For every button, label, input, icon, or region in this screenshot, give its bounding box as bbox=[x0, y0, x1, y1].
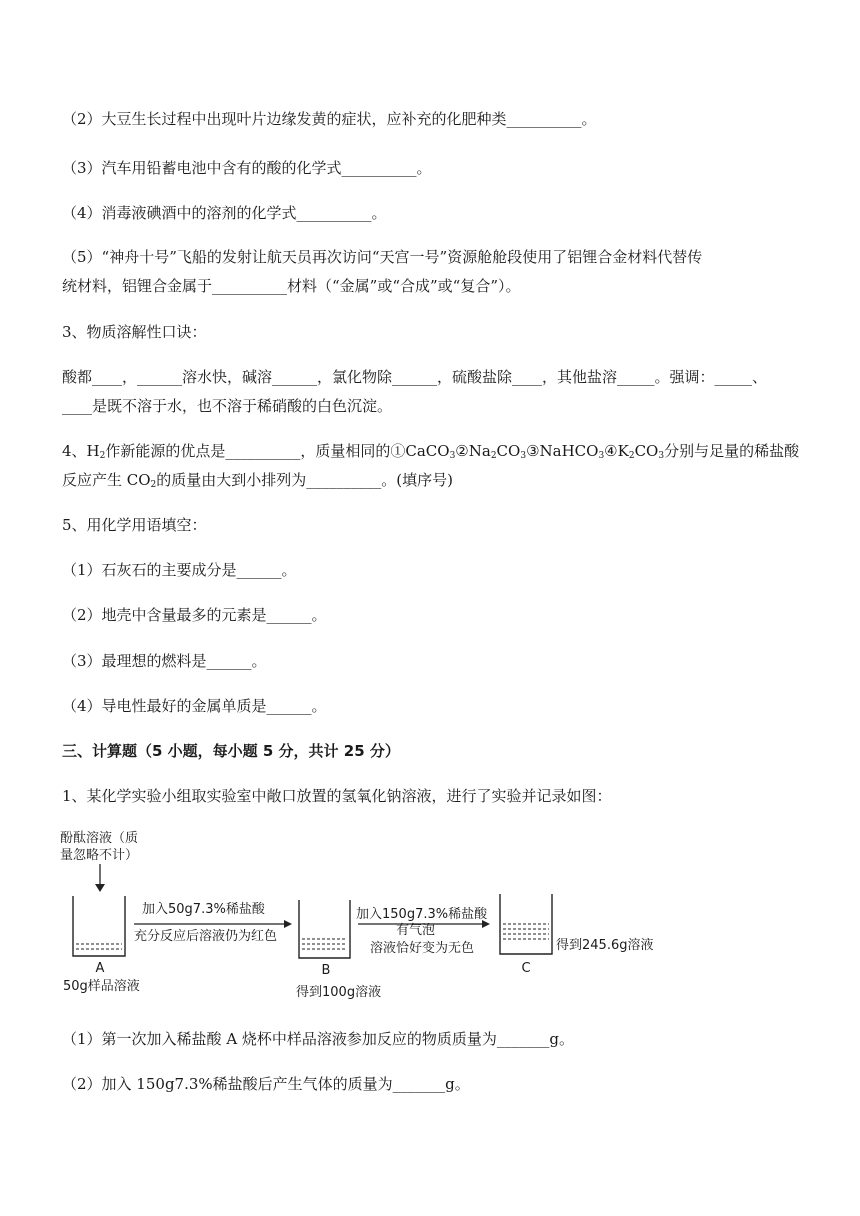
beaker-c-label: C bbox=[521, 961, 531, 976]
indicator-label-1: 酚酞溶液（质 bbox=[60, 831, 139, 846]
beaker-c-caption: 得到245.6g溶液 bbox=[556, 938, 654, 953]
beaker-b-caption: 得到100g溶液 bbox=[296, 985, 382, 1000]
beaker-b bbox=[299, 900, 350, 958]
question-3-line2: ____是既不溶于水，也不溶于稀硝酸的白色沉淀。 bbox=[62, 397, 393, 415]
step2-bottom-text: 溶液恰好变为无色 bbox=[370, 941, 475, 956]
question-2-2: （2）大豆生长过程中出现叶片边缘发黄的症状，应补充的化肥种类__________。 bbox=[62, 110, 597, 128]
step2-mid-text: 有气泡 bbox=[396, 923, 436, 938]
beaker-b-label: B bbox=[321, 963, 331, 978]
question-2-5-line2: 统材料，铝锂合金属于__________材料（“金属”或“合成”或“复合”）。 bbox=[62, 277, 521, 295]
question-3-title: 3、物质溶解性口诀： bbox=[62, 323, 207, 341]
calc-1-part-2: （2）加入 150g7.3%稀盐酸后产生气体的质量为_______g。 bbox=[62, 1075, 470, 1093]
question-2-3: （3）汽车用铅蓄电池中含有的酸的化学式__________。 bbox=[62, 159, 432, 177]
question-4-line1: 4、$H_2$作新能源的优点是__________，质量相同的$①CaCO_3②Na_2CO_3③NaHCO_3④K_2CO_3$分别与足量的稀盐酸 bbox=[62, 442, 800, 461]
question-5-title: 5、用化学用语填空： bbox=[62, 516, 207, 534]
step2-top-text: 加入150g7.3%稀盐酸 bbox=[356, 907, 488, 922]
question-4-line2: 反应产生 $CO_2$的质量由大到小排列为__________。(填序号) bbox=[62, 471, 453, 490]
beaker-a bbox=[73, 896, 125, 956]
indicator-label-2: 量忽略不计） bbox=[60, 848, 139, 863]
section-3-heading: 三、计算题（5 小题，每小题 5 分，共计 25 分） bbox=[62, 742, 400, 760]
calc-1-title: 1、某化学实验小组取实验室中敞口放置的氢氧化钠溶液，进行了实验并记录如图： bbox=[62, 787, 612, 805]
question-5-4: （4）导电性最好的金属单质是______。 bbox=[62, 697, 327, 715]
step1-bottom-text: 充分反应后溶液仍为红色 bbox=[134, 929, 278, 944]
step1-top-text: 加入50g7.3%稀盐酸 bbox=[142, 902, 265, 917]
question-5-3: （3）最理想的燃料是______。 bbox=[62, 652, 267, 670]
question-5-2: （2）地壳中含量最多的元素是______。 bbox=[62, 606, 327, 624]
beaker-c bbox=[500, 894, 552, 954]
experiment-figure bbox=[60, 820, 660, 1010]
beaker-a-label: A bbox=[95, 961, 105, 976]
calc-1-part-1: （1）第一次加入稀盐酸 A 烧杯中样品溶液参加反应的物质质量为_______g。 bbox=[62, 1030, 575, 1048]
question-2-5-line1: （5）“神舟十号”飞船的发射让航天员再次访问“天宫一号”资源舱舱段使用了铝锂合金材料代替传 bbox=[62, 248, 703, 266]
question-2-4: （4）消毒液碘酒中的溶剂的化学式__________。 bbox=[62, 204, 387, 222]
drop-arrow-head bbox=[95, 884, 105, 892]
question-5-1: （1）石灰石的主要成分是______。 bbox=[62, 561, 297, 579]
question-3-line1: 酸都____，______溶水快，碱溶______，氯化物除______，硫酸盐除____，其他盐溶_____。强调：_____、 bbox=[62, 368, 768, 386]
beaker-a-caption: 50g样品溶液 bbox=[63, 979, 140, 994]
